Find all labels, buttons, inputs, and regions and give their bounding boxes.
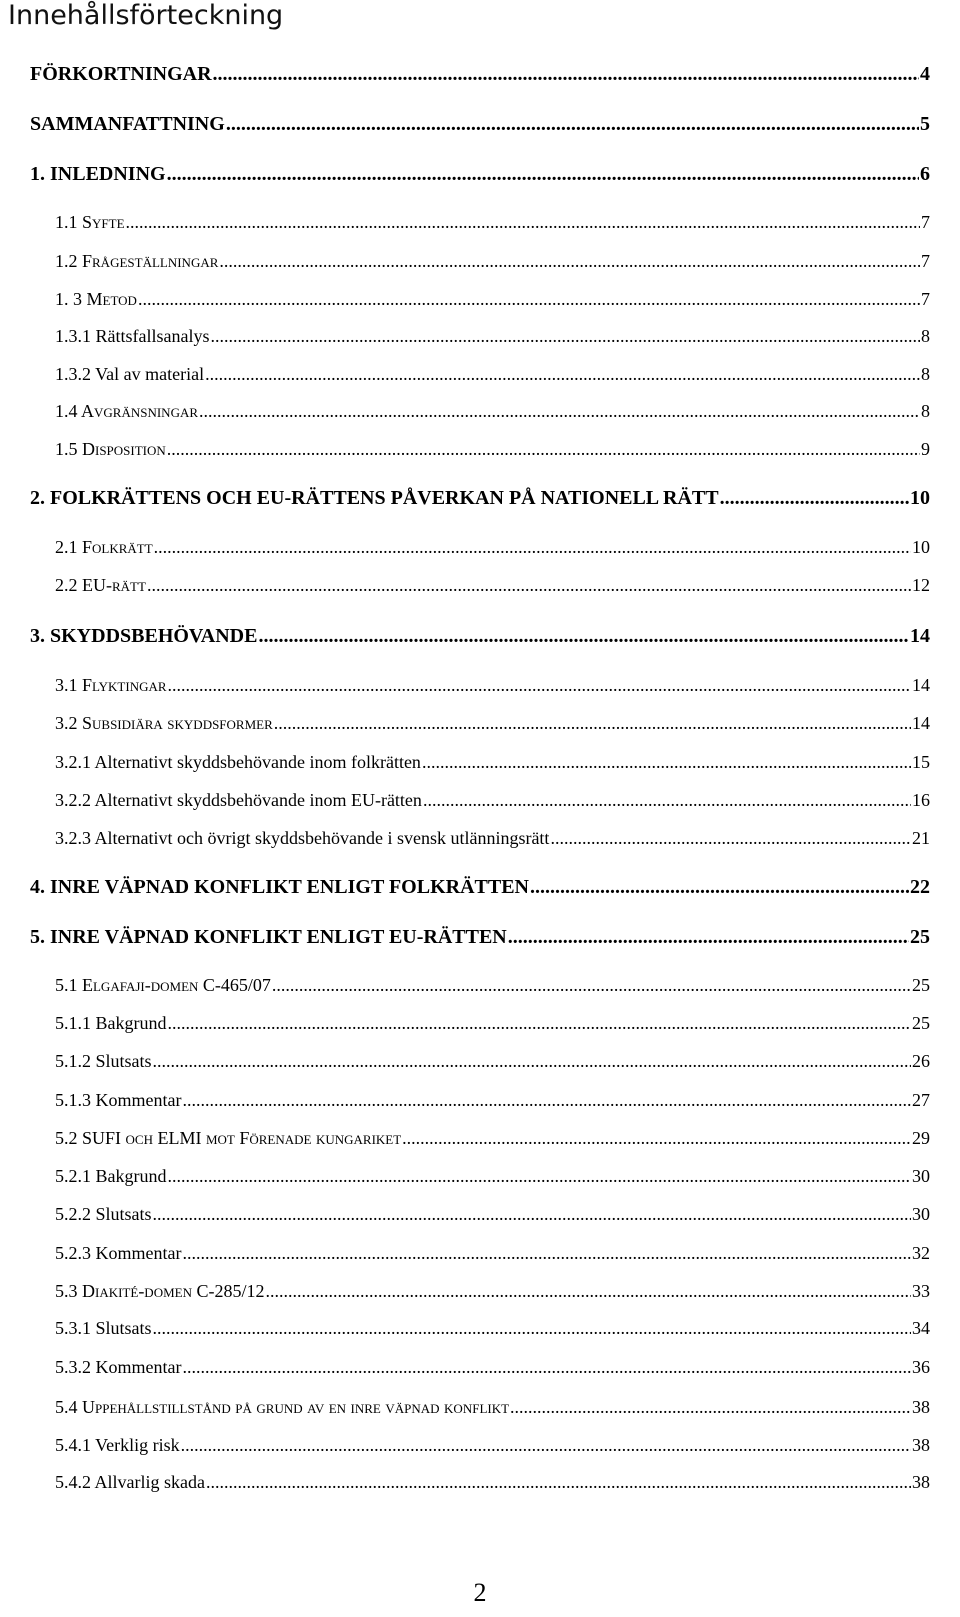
toc-entry-label: 1. INLEDNING bbox=[30, 163, 166, 185]
toc-entry[interactable] bbox=[55, 251, 930, 277]
page-number: 2 bbox=[473, 1578, 487, 1607]
toc-entry-page: 14 bbox=[910, 625, 930, 647]
toc-leader-dots bbox=[274, 713, 911, 734]
toc-entry-label: 5.3.1 Slutsats bbox=[55, 1318, 152, 1338]
toc-entry-page: 8 bbox=[921, 401, 930, 421]
toc-entry[interactable] bbox=[30, 163, 930, 189]
toc-leader-dots bbox=[422, 752, 911, 773]
toc-entry-label: 5.4.2 Allvarlig skada bbox=[55, 1472, 205, 1492]
toc-entry-page: 6 bbox=[920, 163, 930, 185]
toc-entry-page: 15 bbox=[912, 752, 930, 772]
toc-entry-page: 12 bbox=[912, 575, 930, 595]
toc-entry-label: 1.5 Disposition bbox=[55, 439, 166, 459]
toc-leader-dots bbox=[167, 439, 920, 460]
toc-entry[interactable] bbox=[55, 1128, 930, 1154]
toc-entry-label: 1. 3 Metod bbox=[55, 289, 137, 309]
toc-entry-label: 5.1.2 Slutsats bbox=[55, 1051, 152, 1071]
toc-entry[interactable] bbox=[55, 1166, 930, 1192]
toc-entry-page: 38 bbox=[912, 1472, 930, 1492]
toc-entry-page: 16 bbox=[912, 790, 930, 810]
toc-entry-label: 2. FOLKRÄTTENS OCH EU-RÄTTENS PÅVERKAN PÅ NATIONELL RÄTT bbox=[30, 487, 719, 509]
toc-leader-dots bbox=[153, 1318, 911, 1339]
toc-entry-label: 5.1.3 Kommentar bbox=[55, 1090, 182, 1110]
toc-entry[interactable] bbox=[55, 1090, 930, 1116]
toc-leader-dots bbox=[219, 251, 920, 272]
toc-entry[interactable] bbox=[55, 1243, 930, 1269]
toc-entry[interactable] bbox=[55, 1281, 930, 1307]
toc-leader-dots bbox=[205, 364, 920, 385]
toc-entry-page: 8 bbox=[921, 364, 930, 384]
toc-leader-dots bbox=[126, 212, 920, 233]
toc-entry[interactable] bbox=[55, 1397, 930, 1423]
toc-entry-page: 29 bbox=[912, 1128, 930, 1148]
toc-entry-page: 30 bbox=[912, 1204, 930, 1224]
toc-entry[interactable] bbox=[55, 364, 930, 390]
toc-entry[interactable] bbox=[30, 487, 930, 513]
toc-entry-page: 22 bbox=[910, 876, 930, 898]
toc-entry[interactable] bbox=[55, 1013, 930, 1039]
toc-entry-page: 8 bbox=[921, 326, 930, 346]
toc-leader-dots bbox=[550, 828, 911, 849]
toc-entry[interactable] bbox=[30, 63, 930, 89]
toc-leader-dots bbox=[206, 1472, 911, 1493]
toc-leader-dots bbox=[168, 675, 911, 696]
toc-entry-label: 2.2 EU-rätt bbox=[55, 575, 146, 595]
toc-entry-label: 5.1 Elgafaji-domen C-465/07 bbox=[55, 975, 271, 995]
toc-entry[interactable] bbox=[55, 289, 930, 315]
toc-entry-page: 7 bbox=[921, 289, 930, 309]
toc-leader-dots bbox=[168, 1013, 912, 1034]
toc-entry-label: 5.2.2 Slutsats bbox=[55, 1204, 152, 1224]
toc-leader-dots bbox=[265, 1281, 911, 1302]
toc-entry-label: 5.3 Diakité-domen C-285/12 bbox=[55, 1281, 265, 1301]
toc-leader-dots bbox=[154, 537, 911, 558]
toc-entry-label: 1.1 Syfte bbox=[55, 212, 125, 232]
toc-entry-label: 5.2 SUFI och ELMI mot Förenade kungariket bbox=[55, 1128, 402, 1148]
toc-entry-label: 3.2.2 Alternativt skyddsbehövande inom EU-rätten bbox=[55, 790, 422, 810]
toc-entry-page: 14 bbox=[912, 675, 930, 695]
toc-entry[interactable] bbox=[55, 790, 930, 816]
toc-entry[interactable] bbox=[30, 113, 930, 139]
toc-leader-dots bbox=[181, 1435, 911, 1456]
toc-entry[interactable] bbox=[55, 1357, 930, 1383]
toc-leader-dots bbox=[182, 1090, 911, 1111]
toc-entry-label: 5.2.3 Kommentar bbox=[55, 1243, 182, 1263]
toc-entry-label: 3.2 Subsidiära skyddsformer bbox=[55, 713, 273, 733]
toc-entry-page: 27 bbox=[912, 1090, 930, 1110]
toc-entry-label: 4. INRE VÄPNAD KONFLIKT ENLIGT FOLKRÄTTEN bbox=[30, 876, 529, 898]
toc-entry-page: 9 bbox=[921, 439, 930, 459]
toc-entry[interactable] bbox=[55, 326, 930, 352]
toc-entry-label: SAMMANFATTNING bbox=[30, 113, 225, 135]
toc-entry[interactable] bbox=[55, 975, 930, 1001]
toc-leader-dots bbox=[530, 876, 909, 899]
toc-leader-dots bbox=[423, 790, 911, 811]
toc-leader-dots bbox=[167, 163, 919, 186]
toc-entry-page: 7 bbox=[921, 212, 930, 232]
toc-entry[interactable] bbox=[55, 401, 930, 427]
toc-entry[interactable] bbox=[55, 752, 930, 778]
toc-leader-dots bbox=[272, 975, 911, 996]
toc-leader-dots bbox=[182, 1243, 911, 1264]
toc-leader-dots bbox=[510, 1397, 911, 1418]
toc-entry[interactable] bbox=[55, 537, 930, 563]
toc-entry[interactable] bbox=[55, 1204, 930, 1230]
toc-entry-page: 25 bbox=[912, 1013, 930, 1033]
toc-entry-label: 2.1 Folkrätt bbox=[55, 537, 153, 557]
toc-entry-page: 10 bbox=[912, 537, 930, 557]
toc-leader-dots bbox=[720, 487, 909, 510]
toc-leader-dots bbox=[199, 401, 920, 422]
toc-entry-label: 5.1.1 Bakgrund bbox=[55, 1013, 167, 1033]
toc-entry-page: 30 bbox=[912, 1166, 930, 1186]
toc-leader-dots bbox=[213, 63, 919, 86]
toc-entry[interactable] bbox=[55, 1051, 930, 1077]
toc-leader-dots bbox=[402, 1128, 911, 1149]
toc-leader-dots bbox=[182, 1357, 911, 1378]
toc-entry-page: 5 bbox=[920, 113, 930, 135]
toc-entry-label: 3.2.1 Alternativt skyddsbehövande inom folkrätten bbox=[55, 752, 421, 772]
toc-entry-label: 1.3.1 Rättsfallsanalys bbox=[55, 326, 210, 346]
toc-entry-label: 5.3.2 Kommentar bbox=[55, 1357, 182, 1377]
toc-entry-label: 3. SKYDDSBEHÖVANDE bbox=[30, 625, 258, 647]
toc-entry[interactable] bbox=[55, 1318, 930, 1344]
toc-entry-page: 38 bbox=[912, 1397, 930, 1417]
toc-entry-page: 25 bbox=[912, 975, 930, 995]
toc-entry[interactable] bbox=[55, 575, 930, 601]
toc-entry[interactable] bbox=[55, 675, 930, 701]
toc-entry-label: FÖRKORTNINGAR bbox=[30, 63, 212, 85]
toc-entry[interactable] bbox=[55, 713, 930, 739]
toc-entry-label: 3.2.3 Alternativt och övrigt skyddsbehövande i svensk utlänningsrätt bbox=[55, 828, 550, 848]
toc-leader-dots bbox=[147, 575, 911, 596]
toc-entry[interactable] bbox=[55, 212, 930, 238]
toc-entry-label: 5. INRE VÄPNAD KONFLIKT ENLIGT EU-RÄTTEN bbox=[30, 926, 507, 948]
toc-entry-page: 32 bbox=[912, 1243, 930, 1263]
toc-entry-label: 5.2.1 Bakgrund bbox=[55, 1166, 167, 1186]
toc-entry-label: 5.4 Uppehållstillstånd på grund av en inre väpnad konflikt bbox=[55, 1397, 510, 1417]
toc-entry-label: 1.2 Frågeställningar bbox=[55, 251, 219, 271]
toc-entry-page: 26 bbox=[912, 1051, 930, 1071]
toc-entry-page: 38 bbox=[912, 1435, 930, 1455]
toc-entry[interactable] bbox=[55, 1435, 930, 1461]
toc-leader-dots bbox=[210, 326, 920, 347]
toc-leader-dots bbox=[226, 113, 919, 136]
toc-entry[interactable] bbox=[55, 439, 930, 465]
toc-entry[interactable] bbox=[30, 926, 930, 952]
toc-entry-page: 36 bbox=[912, 1357, 930, 1377]
toc-entry-page: 21 bbox=[912, 828, 930, 848]
toc-entry[interactable] bbox=[30, 876, 930, 902]
toc-entry[interactable] bbox=[55, 828, 930, 854]
toc-leader-dots bbox=[138, 289, 920, 310]
toc-heading: Innehållsförteckning bbox=[8, 0, 284, 31]
toc-entry-page: 4 bbox=[920, 63, 930, 85]
toc-entry[interactable] bbox=[30, 625, 930, 651]
toc-entry-label: 1.4 Avgränsningar bbox=[55, 401, 199, 421]
toc-entry-page: 25 bbox=[910, 926, 930, 948]
toc-leader-dots bbox=[153, 1051, 911, 1072]
toc-entry-label: 5.4.1 Verklig risk bbox=[55, 1435, 180, 1455]
toc-entry[interactable] bbox=[55, 1472, 930, 1498]
toc-entry-page: 7 bbox=[921, 251, 930, 271]
toc-entry-label: 1.3.2 Val av material bbox=[55, 364, 205, 384]
toc-leader-dots bbox=[258, 625, 909, 648]
toc-entry-label: 3.1 Flyktingar bbox=[55, 675, 167, 695]
toc-entry-page: 34 bbox=[912, 1318, 930, 1338]
toc-leader-dots bbox=[153, 1204, 911, 1225]
toc-entry-page: 14 bbox=[912, 713, 930, 733]
toc-leader-dots bbox=[168, 1166, 912, 1187]
toc-leader-dots bbox=[508, 926, 909, 949]
toc-entry-page: 33 bbox=[912, 1281, 930, 1301]
toc-entry-page: 10 bbox=[910, 487, 930, 509]
